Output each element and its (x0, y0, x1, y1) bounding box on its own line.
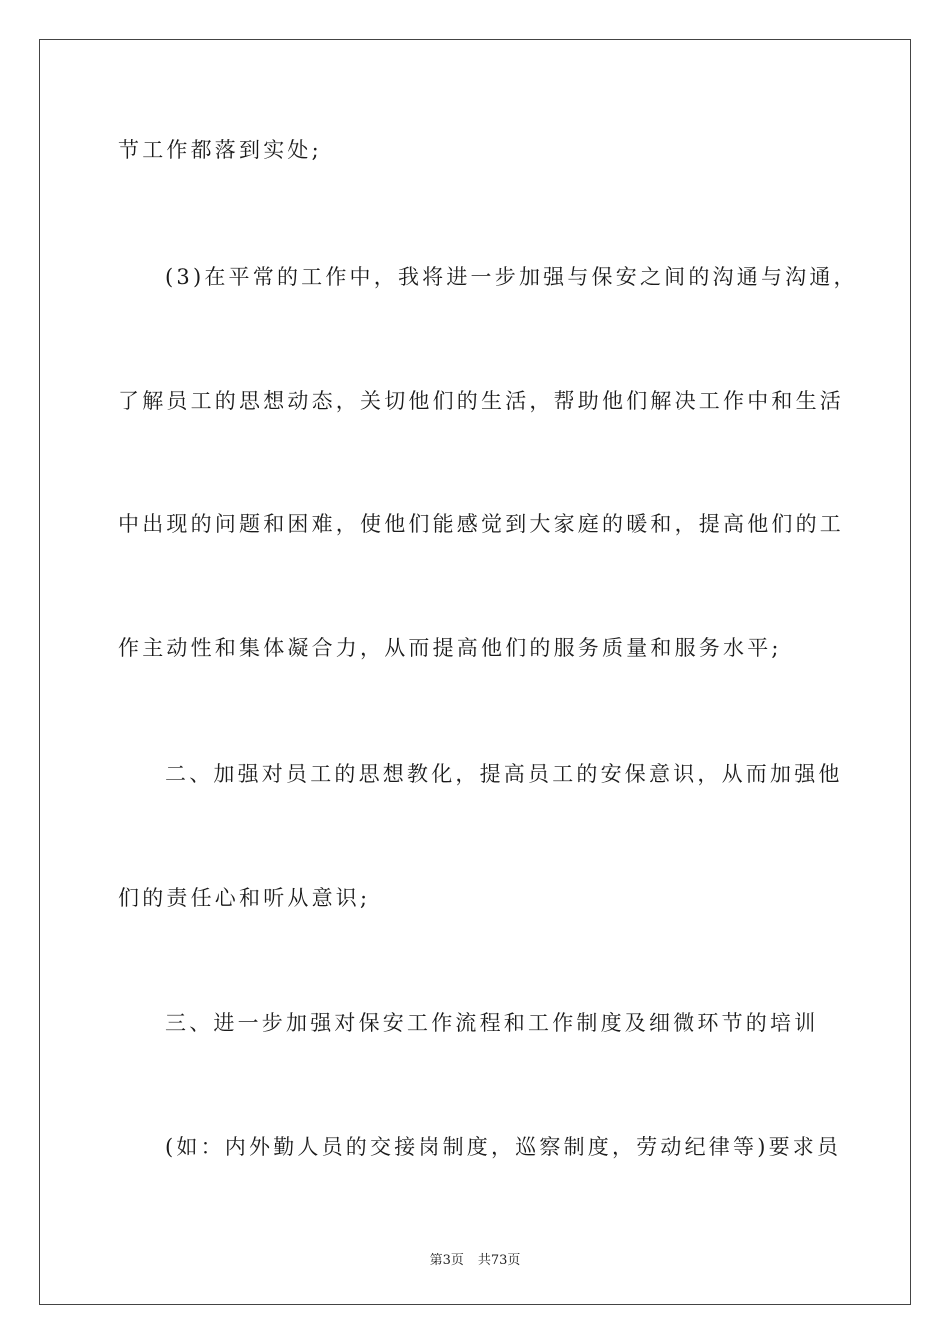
text-line-1: 节工作都落到实处; (118, 138, 322, 162)
text-line-2: (3)在平常的工作中，我将进一步加强与保安之间的沟通与沟通， (165, 265, 858, 289)
page-footer (0, 1249, 950, 1268)
page-total-label: 共73页 (477, 1253, 521, 1268)
text-line-8: 三、进一步加强对保安工作流程和工作制度及细微环节的培训 (165, 1011, 819, 1035)
text-line-6: 二、加强对员工的思想教化，提高员工的安保意识，从而加强他 (165, 762, 843, 786)
text-line-3: 了解员工的思想动态，关切他们的生活，帮助他们解决工作中和生活 (118, 389, 844, 413)
text-line-9: (如：内外勤人员的交接岗制度，巡察制度，劳动纪律等)要求员 (165, 1135, 842, 1159)
page-frame (39, 39, 911, 1305)
page-number-label: 第3页 (429, 1253, 464, 1268)
text-line-5: 作主动性和集体凝合力，从而提高他们的服务质量和服务水平; (118, 636, 782, 660)
text-line-7: 们的责任心和听从意识; (118, 886, 371, 910)
text-line-4: 中出现的问题和困难，使他们能感觉到大家庭的暖和，提高他们的工 (118, 512, 844, 536)
